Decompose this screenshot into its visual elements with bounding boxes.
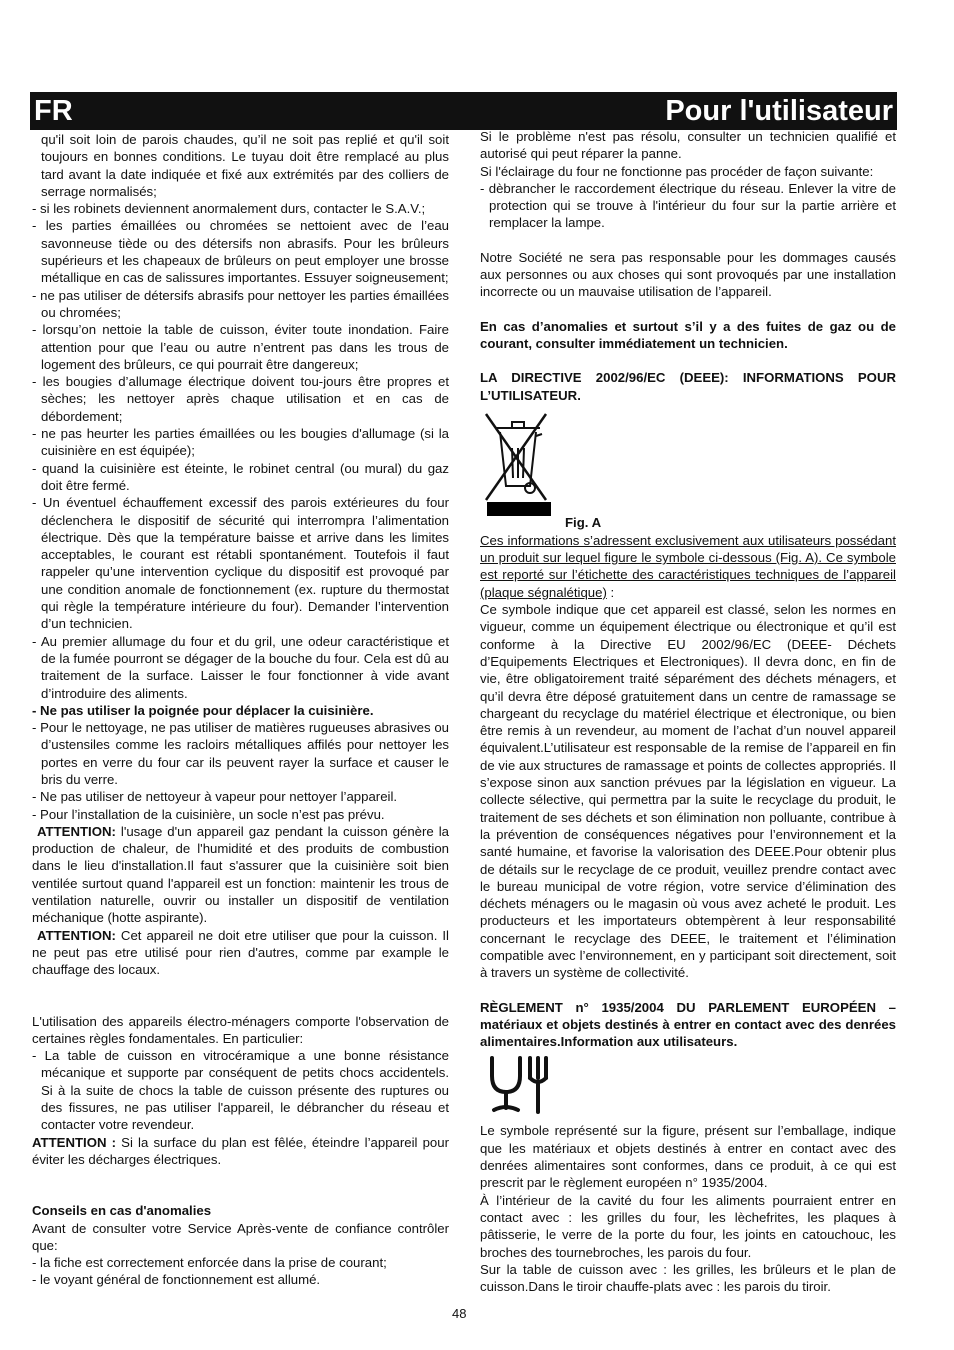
- conseils-intro: Avant de consulter votre Service Après-vente de confiance contrôler que:: [32, 1220, 449, 1253]
- list-item: - Pour l’installation de la cuisinière, un socle n’est pas prévu.: [32, 806, 385, 822]
- paragraph: Sur la table de cuisson avec : les grilles, les brûleurs et le plan de cuisson.Dans le tiroir chauffe-plats avec : les parois du tiroir.: [480, 1261, 896, 1295]
- list-item: - le voyant général de fonctionnement est allumé.: [32, 1272, 321, 1288]
- list-item: - ne pas utiliser de détersifs abrasifs pour nettoyer les parties émaillées ou chromées;: [32, 287, 449, 320]
- bold-warning: - Ne pas utiliser la poignée pour déplacer la cuisinière.: [32, 702, 374, 718]
- attention-label: ATTENTION:: [37, 823, 116, 839]
- list-item: - dèbrancher le raccordement électrique du réseau. Enlever la vitre de protection qui se trouve à l'intérieur du four sur la partie arrière et remplacer la lampe.: [480, 180, 896, 231]
- figure-label: Fig. A: [565, 514, 602, 530]
- figure-a-caption: [480, 514, 896, 532]
- paragraph: Si le problème n'est pas résolu, consulter un technicien qualifié et autorisé qui peut réparer la panne.: [480, 129, 896, 162]
- attention-usage: [32, 927, 449, 979]
- food-contact-figure: [480, 1050, 896, 1122]
- attention-ventilation: [32, 823, 449, 927]
- list-item: - ne pas heurter les parties émaillées ou les bougies d'allumage (si la cuisinière en est équipée);: [32, 426, 449, 459]
- list-item: - Un éventuel échauffement excessif des parois extérieures du four déclenchera le dispositif de sécurité qui interrompra l’alimentation électrique. Dès que la température baisse et arrive dans les limites acceptables, le courant est rétabli spontanément. Toutefois il faut rappeler qu’une intervention cyclique du dispositif est provoqué par une condition anomale de fonctionnement (ex. rupture du thermostat qui règle la température intérieure du four). Demander l’intervention d’un technicien.: [32, 495, 449, 632]
- page-number: 48: [452, 1306, 467, 1321]
- list-item: - les bougies d’allumage électrique doivent tou-jours être propres et sèches; les nettoyer après chaque utilisation et en cas de débordement;: [32, 374, 449, 424]
- usage-intro: L'utilisation des appareils électro-ménagers comporte l'observation de certaines règles fondamentales. En particulier:: [32, 1013, 449, 1046]
- crossed-out-wheelie-bin-icon: [482, 408, 552, 508]
- list-item: - les parties émaillées ou chromées se nettoient avec de l’eau savonneuse tiède ou des détersifs non abrasifs. Pour les brûleurs supérieurs et les chapeaux de brûleurs on peut employer une brosse métallique en cas de salissures importantes. Essuyer soigneusement;: [32, 218, 449, 286]
- weee-figure: [480, 404, 896, 514]
- list-item: - Ne pas utiliser de nettoyeur à vapeur pour nettoyer l’appareil.: [32, 789, 398, 805]
- section-title: Conseils en cas d'anomalies: [32, 1203, 212, 1219]
- underlined-text: Ces informations s’adressent exclusivement aux utilisateurs possédant un produit sur lequel figure le symbole ci-dessous (Fig. A). Ce symbole est reporté sur l’étichette des caractéristiques techniques de l’appareil (plaque ségnalétique): [480, 532, 896, 600]
- list-item: - lorsqu’on nettoie la table de cuisson, éviter toute inondation. Faire attention pour que l’eau ou autre n’entrent pas dans les trous de logement des brûleurs, ce qui pourrait être dangereux;: [32, 322, 449, 372]
- attention-text: l'usage d'un appareil gaz pendant la cuisson génère la production de chaleur, de l'humidité et des produits de combustion dans le lieu d'installation.Il faut s'assurer que la cuisinière soit bien ventilée surtout quand l'appareil est un fonction: maintenir les trous de ventilation naturelle, ouvrir ou installer un dispositif de ventilation méchanique (hotte aspirante).: [32, 823, 449, 926]
- right-column: [480, 128, 896, 1295]
- list-item: - si les robinets deviennent anormalement durs, contacter le S.A.V.;: [32, 201, 426, 217]
- list-item: - Pour le nettoyage, ne pas utiliser de matières rugueuses abrasives ou d’ustensiles comme les racloirs métalliques affilés pour nettoyer les portes en verre du four car ils peuvent rayer la surface et causer le bris du verre.: [32, 720, 449, 787]
- attention-text: Si la surface du plan est fêlée, éteindre l’appareil pour éviter les décharges électriques.: [32, 1134, 449, 1167]
- paragraph: Si l'éclairage du four ne fonctionne pas procéder de façon suivante:: [480, 163, 874, 179]
- liability-paragraph: Notre Société ne sera pas responsable pour les dommages causés aux personnes ou aux choses qui sont provoqués par une installation incorrecte ou un mauvaise utilisation de l’appareil.: [480, 249, 896, 300]
- list-item: - la fiche est correctement enforcée dans la prise de courant;: [32, 1255, 387, 1271]
- language-code: FR: [34, 95, 73, 127]
- attention-surface: [32, 1134, 449, 1169]
- paragraph: Le symbole représenté sur la figure, présent sur l’emballage, indique que les matériaux et objets destinés à entrer en contact avec des denrées alimentaires sont conformes, dans ce produit, à ce qui est prescrit par le règlement européen n° 1935/2004.: [480, 1123, 896, 1191]
- left-column: [32, 131, 449, 1289]
- page-header: [30, 92, 897, 130]
- list-item: - Au premier allumage du four et du gril, une odeur caractéristique et de la fumée pourront se dégager de la bouche du four. Cela est dû au traitement de la surface. Laisser le four fonctionner à vide avant d’introduire des aliments.: [32, 633, 449, 701]
- page-title: Pour l'utilisateur: [665, 95, 893, 127]
- list-item: - quand la cuisinière est éteinte, le robinet central (ou mural) du gaz doit être fermé.: [32, 460, 449, 493]
- paragraph: À l’intérieur de la cavité du four les aliments pourraient entrer en contact avec : les grilles du four, les lèchefrites, les plaques à pâtisserie, le verre de la porte du four, les joints en catouchouc, les broches des tournebroches, les parois du four.: [480, 1192, 896, 1260]
- attention-label: ATTENTION :: [32, 1134, 117, 1150]
- section-title: LA DIRECTIVE 2002/96/EC (DEEE): INFORMATIONS POUR L’UTILISATEUR.: [480, 370, 896, 403]
- attention-label: ATTENTION:: [37, 927, 116, 943]
- deee-intro: Ces informations s’adressent exclusivement aux utilisateurs possédant un produit sur lequel figure le symbole ci-dessous (Fig. A). Ce symbole est reporté sur l’étichette des caractéristiques techniques de l’appareil (plaque ségnalétique) :: [480, 532, 896, 600]
- attention-text: Cet appareil ne doit etre utiliser que pour la cuisson. Il ne peut pas etre utilisé pour rien d'autres, comme par example le chauffage des locaux.: [32, 927, 449, 978]
- bold-warning: En cas d’anomalies et surtout s’il y a des fuites de gaz ou de courant, consulter immédiatement un technicien.: [480, 318, 896, 351]
- black-bar: [487, 502, 551, 516]
- list-item: - La table de cuisson en vitrocéramique a une bonne résistance mécanique et supporte par conséquent de petits chocs accidentels. Si à la suite de chocs la table de cuisson présente des ruptures ou des fissures, ne pas utiliser l'appareil, le débrancher du réseau et contacter votre revendeur.: [32, 1048, 449, 1133]
- list-item: qu'il soit loin de parois chaudes, qu’il ne soit pas replié et qu'il soit toujours en bonnes conditions. Le tuyau doit être remplacé au plus tard avant la date indiquée et fixé aux extrémités par des colliers de serrage normalisés;: [41, 132, 449, 199]
- deee-body: Ce symbole indique que cet appareil est classé, selon les normes en vigueur, comme un équipement électrique ou électronique et qu’il est conforme à la Directive EU 2002/96/EC (DEEE- Déchets d’Equipements Electriques et Electroniques). Il devra donc, en fin de vie, être obligatoirement traité séparément des déchets ménagers, et qu’il devra être déposé gratuitement dans un centre de ramassage se chargeant du recyclage du matériel électrique et électronique, ou bien être remis à un revendeur, au moment de l’achat d’un nouvel appareil équivalent.L’utilisateur est responsable de la remise de l’appareil en fin de vie aux structures de ramassage et points de collectes appropriés. Il s’expose sinon aux sanction prévues par la législation en vigueur. La collecte sélective, qui permettra par la suite le recyclage du produit, le traitement de ses déchets et son élimination non polluante, contribue à la prévention de conséquences négatives pour l’environnement et la santé humaine, et favorise la valorisation des DEEE.Pour obtenir plus de détails sur le recyclage de ce produit, veuillez prendre contact avec le bureau municipal de votre région, votre service d’élimination des déchets ménagers ou le magasin où vous avez acheté le produit. Les producteurs et les importateurs obtempèrent à leur responsabilité concernant le recyclage des DEEE, le traitement et l’élimination compatible avec l’environnement, en y participant soit directement, soit à travers un système de collectivité.: [480, 602, 896, 981]
- glass-fork-food-contact-icon: [486, 1054, 556, 1118]
- section-title: RÈGLEMENT n° 1935/2004 DU PARLEMENT EUROPÉEN – matériaux et objets destinés à entrer en contact avec des denrées alimentaires.Information aux utilisateurs.: [480, 999, 896, 1050]
